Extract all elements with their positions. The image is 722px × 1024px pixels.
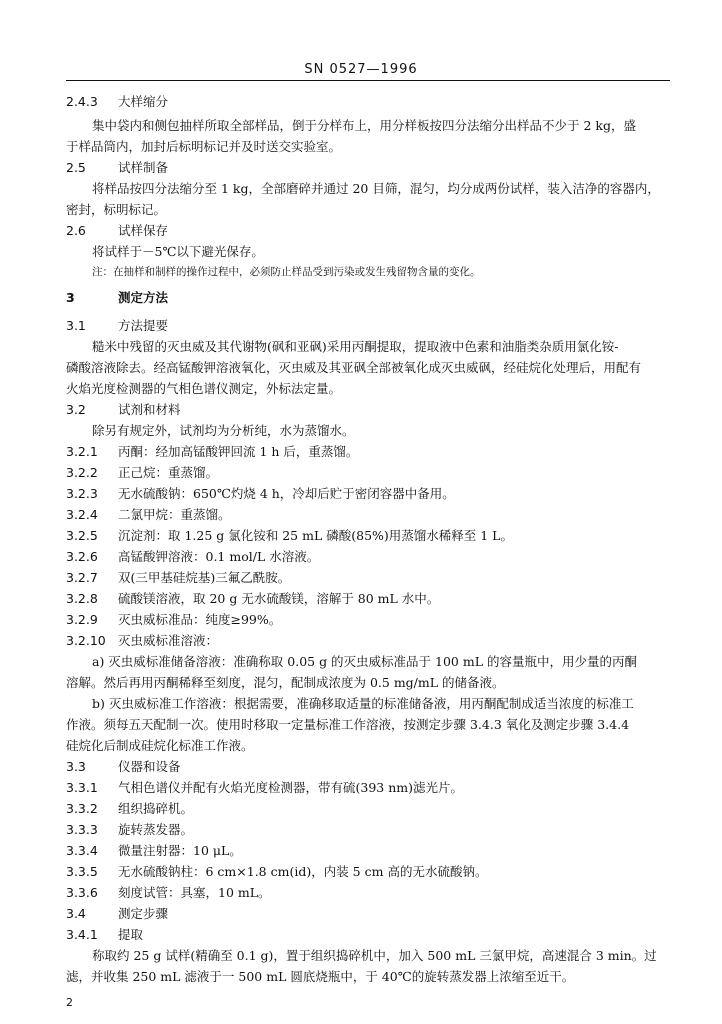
header-rule [66, 80, 670, 81]
section-heading: 2.4.3 大样缩分 [66, 94, 169, 109]
list-item: 3.2.9 灭虫威标准品：纯度≥99%。 [66, 612, 282, 627]
list-item: 3.2.3 无水硫酸钠：650℃灼烧 4 h，冷却后贮于密闭容器中备用。 [66, 486, 455, 501]
section-heading: 2.5 试样制备 [66, 160, 169, 175]
section-heading: 3.2 试剂和材料 [66, 402, 181, 417]
note-text: 注：在抽样和制样的操作过程中，必须防止样品受到污染或发生残留物含量的变化。 [92, 266, 481, 278]
paragraph-line: a) 灭虫威标准储备溶液：准确称取 0.05 g 的灭虫威标准品于 100 mL 的容量瓶中，用少量的丙酮 [92, 654, 637, 669]
standard-code-header: SN 0527—1996 [304, 62, 418, 77]
list-item: 3.2.5 沉淀剂：取 1.25 g 氯化铵和 25 mL 磷酸(85%)用蒸馏水稀释至 1 L。 [66, 528, 513, 543]
list-item: 3.3.3 旋转蒸发器。 [66, 822, 194, 837]
paragraph-line: 滤，并收集 250 mL 滤液于一 500 mL 圆底烧瓶中，于 40℃的旋转蒸发器上浓缩至近干。 [66, 969, 575, 984]
paragraph-line: 火焰光度检测器的气相色谱仪测定，外标法定量。 [66, 381, 342, 396]
chapter-heading: 3 测定方法 [66, 290, 169, 305]
paragraph-line: 密封，标明标记。 [66, 202, 167, 217]
page-number: 2 [66, 996, 73, 1009]
paragraph-line: 除另有规定外，试剂均为分析纯，水为蒸馏水。 [92, 423, 355, 438]
paragraph-line: 于样品筒内，加封后标明标记并及时送交实验室。 [66, 139, 342, 154]
section-heading: 2.6 试样保存 [66, 223, 169, 238]
paragraph-line: 糙米中残留的灭虫威及其代谢物(砜和亚砜)采用丙酮提取，提取液中色素和油脂类杂质用氯化铵- [92, 339, 619, 354]
paragraph-line: 将试样于－5℃以下避光保存。 [92, 244, 264, 259]
list-item: 3.2.10 灭虫威标准溶液： [66, 633, 219, 648]
paragraph-line: 硅烷化后制成硅烷化标准工作液。 [66, 738, 254, 753]
list-item: 3.3.5 无水硫酸钠柱：6 cm×1.8 cm(id)，内装 5 cm 高的无水硫酸钠。 [66, 864, 488, 879]
paragraph-line: 磷酸溶液除去。经高锰酸钾溶液氧化，灭虫威及其亚砜全部被氧化成灭虫威砜，经硅烷化处理后，用配有 [66, 360, 642, 375]
list-item: 3.3.6 刻度试管：具塞，10 mL。 [66, 885, 271, 900]
paragraph-line: 将样品按四分法缩分至 1 kg，全部磨碎并通过 20 目筛，混匀，均分成两份试样，装入洁净的容器内， [92, 181, 660, 196]
section-heading: 3.1 方法提要 [66, 318, 169, 333]
paragraph-line: b) 灭虫威标准工作溶液：根据需要，准确移取适量的标准储备液，用丙酮配制成适当浓度的标准工 [92, 696, 634, 711]
section-heading: 3.3 仪器和设备 [66, 759, 181, 774]
section-heading: 3.4.1 提取 [66, 927, 144, 942]
list-item: 3.2.8 硫酸镁溶液，取 20 g 无水硫酸镁，溶解于 80 mL 水中。 [66, 591, 440, 606]
list-item: 3.2.6 高锰酸钾溶液：0.1 mol/L 水溶液。 [66, 549, 320, 564]
paragraph-line: 作液。须每五天配制一次。使用时移取一定量标准工作溶液，按测定步骤 3.4.3 氧化及测定步骤 3.4.4 [66, 717, 630, 732]
list-item: 3.3.1 气相色谱仪并配有火焰光度检测器，带有硫(393 nm)滤光片。 [66, 780, 463, 795]
list-item: 3.2.2 正己烷：重蒸馏。 [66, 465, 219, 480]
list-item: 3.3.4 微量注射器：10 μL。 [66, 843, 242, 858]
paragraph-line: 称取约 25 g 试样(精确至 0.1 g)，置于组织捣碎机中，加入 500 mL 三氯甲烷，高速混合 3 min。过 [92, 948, 657, 963]
list-item: 3.3.2 组织捣碎机。 [66, 801, 194, 816]
section-heading: 3.4 测定步骤 [66, 906, 169, 921]
list-item: 3.2.1 丙酮：经加高锰酸钾回流 1 h 后，重蒸馏。 [66, 444, 359, 459]
list-item: 3.2.4 二氯甲烷：重蒸馏。 [66, 507, 231, 522]
paragraph-line: 溶解。然后再用丙酮稀释至刻度，混匀，配制成浓度为 0.5 mg/mL 的储备液。 [66, 675, 505, 690]
list-item: 3.2.7 双(三甲基硅烷基)三氟乙酰胺。 [66, 570, 291, 585]
paragraph-line: 集中袋内和侧包抽样所取全部样品，倒于分样布上，用分样板按四分法缩分出样品不少于 2 kg，盛 [92, 118, 636, 133]
